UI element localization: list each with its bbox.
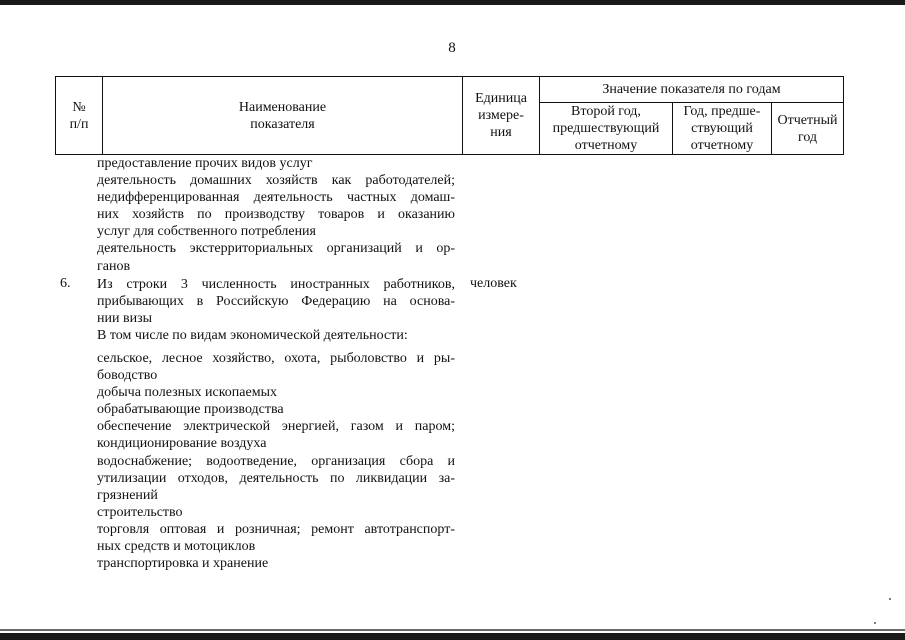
row-6-unit: человек — [470, 276, 517, 291]
header-unit-line-2: измере- — [478, 108, 524, 123]
header-year-report-cell — [772, 103, 844, 155]
text-line: деятельность экстерриториальных организаций и ор- — [97, 241, 455, 257]
text-line: утилизации отходов, деятельность по ликвидации за- — [97, 470, 455, 486]
header-year-prev-line-1: Год, предше- — [683, 104, 761, 119]
header-year-second-line-3: отчетному — [574, 138, 638, 153]
scan-border-bottom-inner — [0, 629, 905, 631]
header-values-group-cell: Значение показателя по годам — [540, 77, 844, 103]
text-line: обрабатывающие производства — [97, 402, 284, 418]
text-line: деятельность домашних хозяйств как работодателей; — [97, 173, 455, 189]
scan-border-bottom — [0, 633, 905, 640]
text-line: строительство — [97, 504, 183, 520]
header-unit-line-1: Единица — [475, 91, 527, 106]
header-year-second-line-2: предшествующий — [552, 121, 660, 136]
header-unit-line-3: ния — [490, 125, 512, 140]
scan-speck — [874, 622, 876, 624]
text-line: В том числе по видам экономической деятельности: — [97, 328, 408, 344]
header-year-report-line-1: Отчетный — [777, 112, 838, 128]
scan-border-top — [0, 0, 905, 5]
text-line: грязнений — [97, 487, 158, 503]
header-year-second-line-1: Второй год, — [571, 104, 641, 119]
text-line: услуг для собственного потребления — [97, 224, 316, 240]
row-6-text-block — [97, 276, 455, 344]
text-line: добыча полезных ископаемых — [97, 385, 277, 401]
page-number: 8 — [448, 40, 456, 56]
header-number-cell — [56, 77, 103, 155]
header-name-line-2: показателя — [250, 116, 315, 132]
text-line: прибывающих в Российскую Федерацию на основа- — [97, 294, 455, 310]
text-line: недифференцированная деятельность частных домаш- — [97, 190, 455, 206]
text-line: обеспечение электрической энергией, газом и паром; — [97, 419, 455, 435]
text-line: ганов — [97, 258, 131, 274]
header-year-prev-line-3: отчетному — [690, 138, 754, 153]
text-line: водоснабжение; водоотведение, организация сбора и — [97, 453, 455, 469]
text-line: кондиционирование воздуха — [97, 436, 267, 452]
text-line: предоставление прочих видов услуг — [97, 156, 313, 171]
header-number-line-2: п/п — [69, 116, 89, 132]
text-line: них хозяйств по производству товаров и оказанию — [97, 207, 455, 223]
text-line: Из строки 3 численность иностранных работников, — [97, 277, 455, 292]
header-year-second-cell — [540, 103, 673, 155]
text-line: транспортировка и хранение — [97, 556, 269, 572]
scan-speck — [889, 598, 891, 600]
row-number-6: 6. — [60, 276, 71, 291]
header-name-cell — [103, 77, 463, 155]
header-year-prev-line-2: ствующий — [691, 121, 753, 136]
text-line: боводство — [97, 368, 158, 384]
rows-top-block — [97, 155, 455, 275]
text-line: торговля оптовая и розничная; ремонт автотранспорт- — [97, 521, 455, 537]
text-line: ных средств и мотоциклов — [97, 539, 256, 555]
header-number-line-1: № — [72, 99, 86, 115]
text-line: сельское, лесное хозяйство, охота, рыболовство и ры- — [97, 351, 455, 366]
header-table — [55, 76, 844, 155]
rows-bottom-block — [97, 350, 455, 572]
header-year-prev-cell — [673, 103, 772, 155]
header-name-line-1: Наименование — [238, 99, 327, 115]
header-year-report-line-2: год — [797, 129, 818, 145]
text-line: нии визы — [97, 311, 153, 327]
header-unit-cell — [463, 77, 540, 155]
